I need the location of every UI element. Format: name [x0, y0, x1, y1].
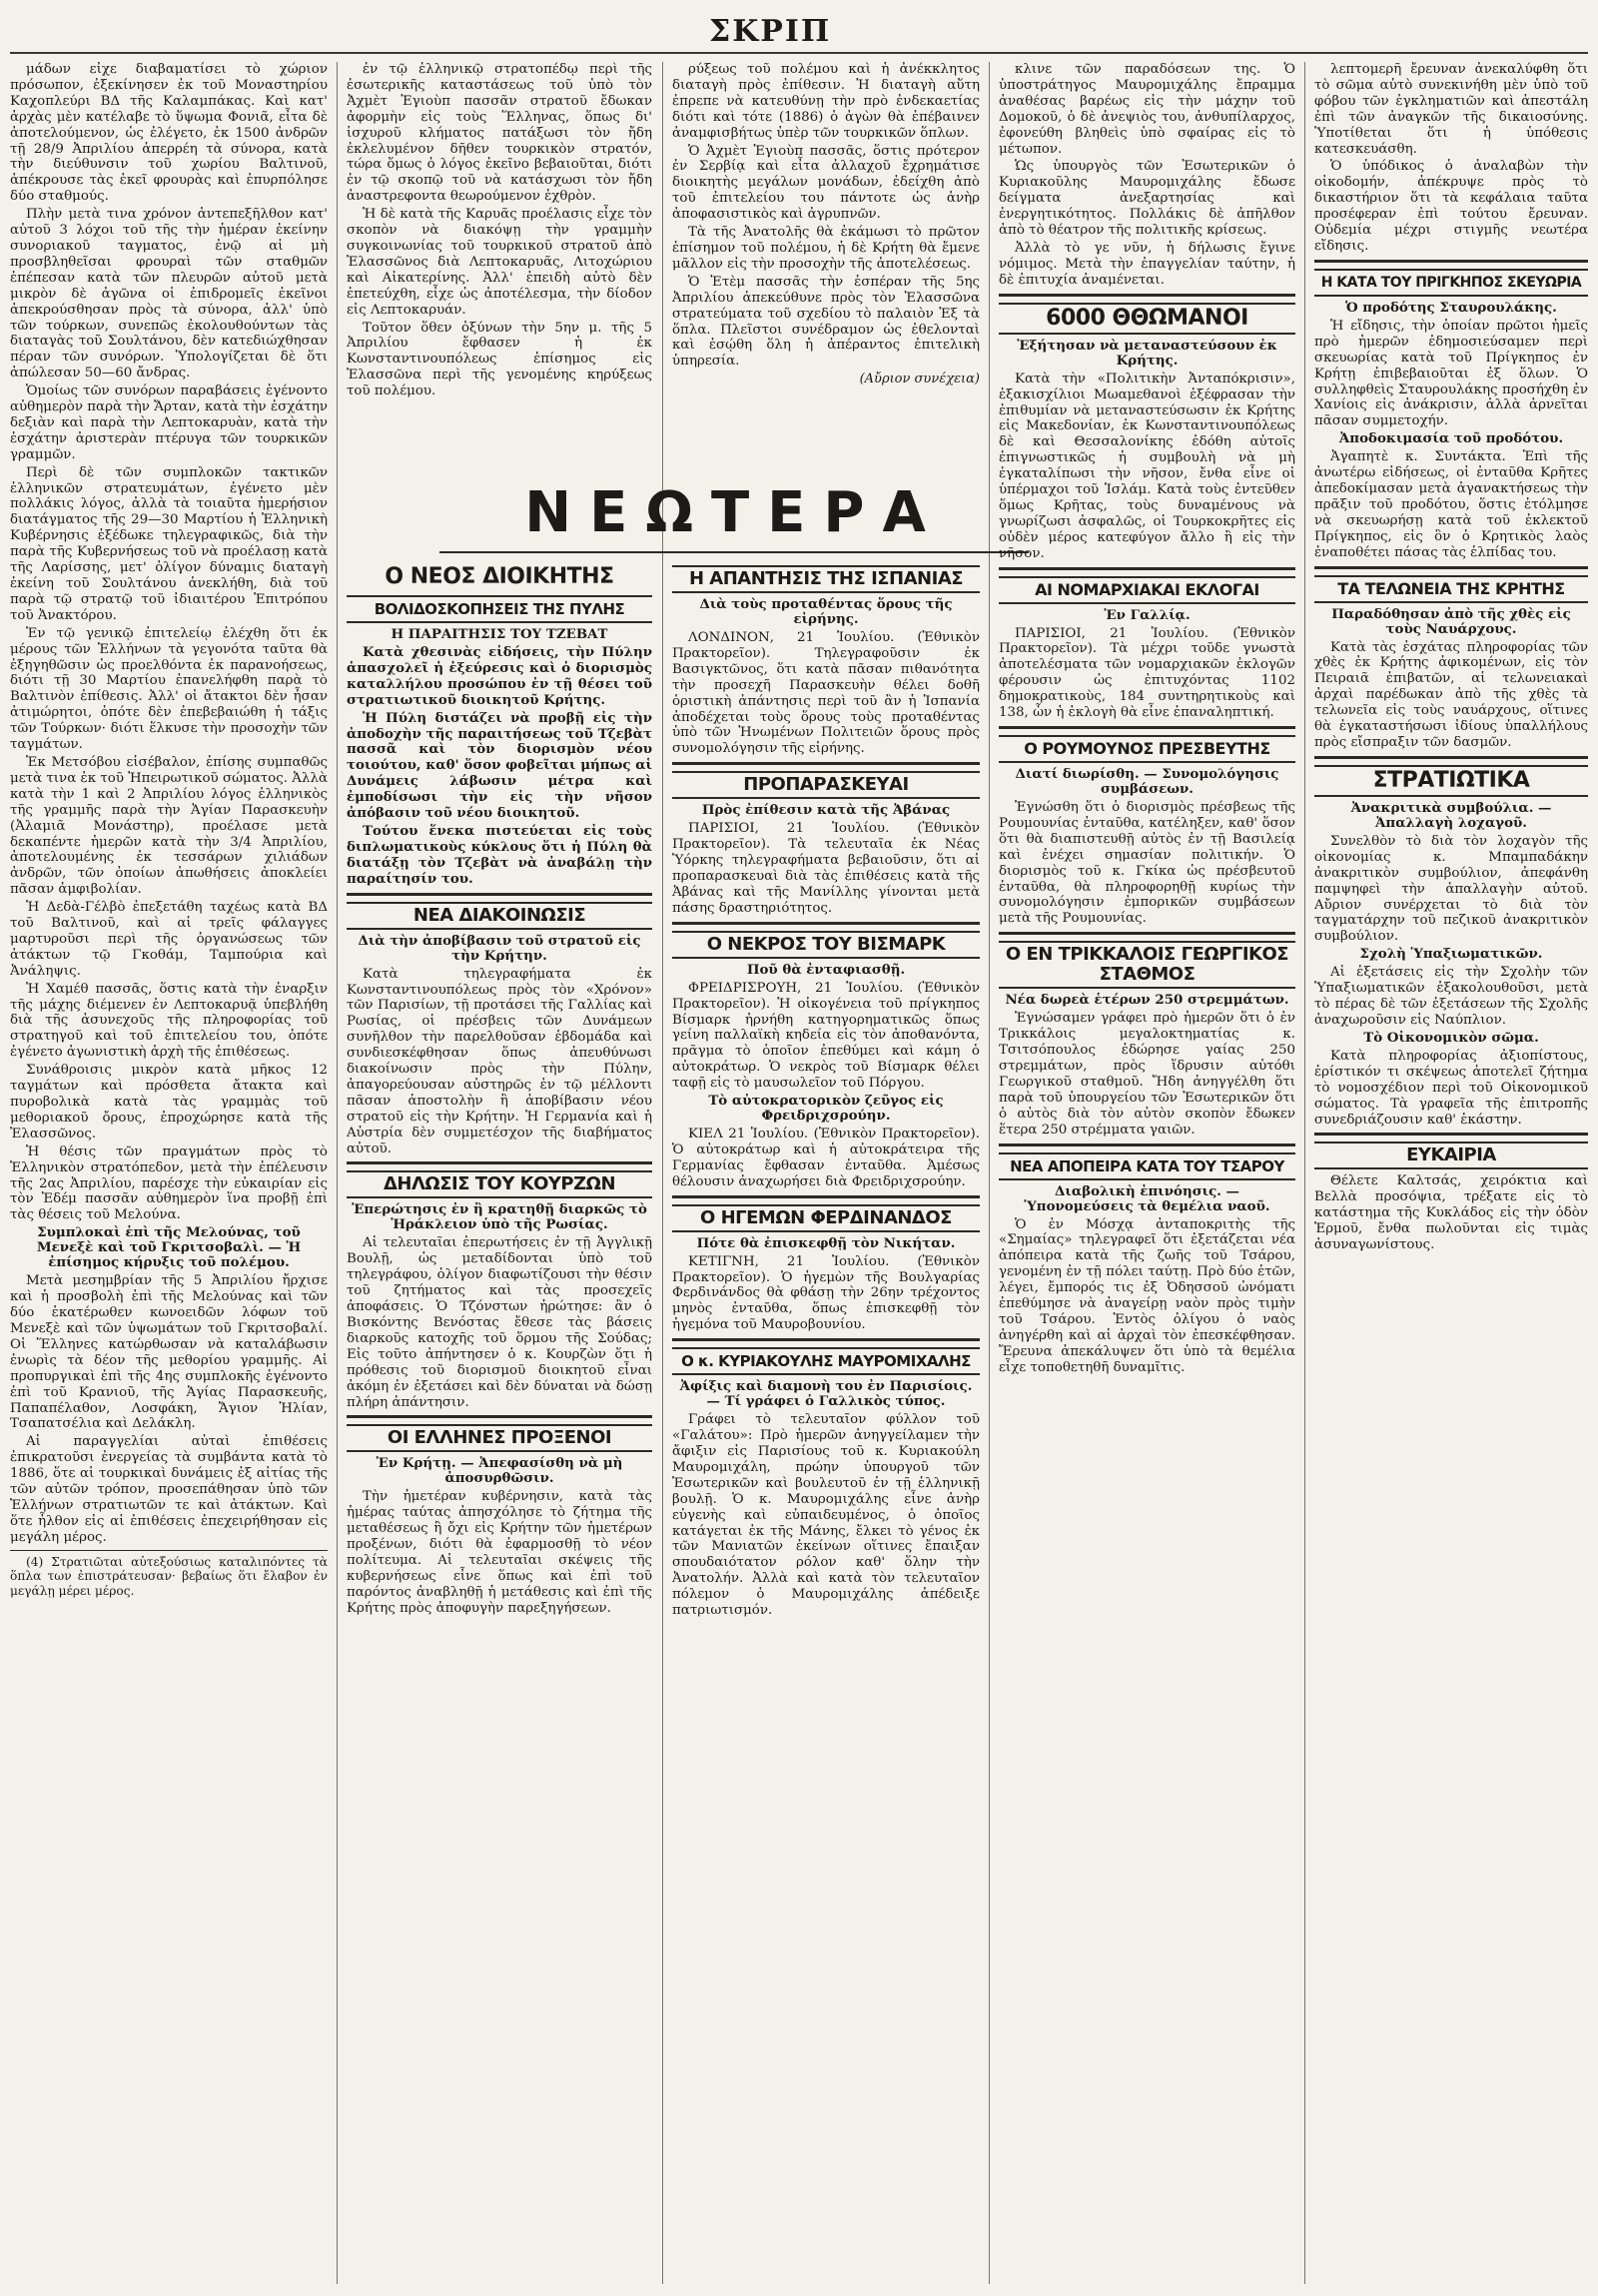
headline: Ο ΝΕΟΣ ΔΙΟΙΚΗΤΗΣ: [385, 564, 614, 589]
continued-note: (Αὔριον συνέχεια): [859, 372, 980, 387]
headline: ΔΗΛΩΣΙΣ ΤΟΥ ΚΟΥΡΖΩΝ: [347, 1170, 652, 1198]
paragraph: Ἐγνώσαμεν γράφει πρὸ ἡμερῶν ὅτι ὁ ἐν Τρικκάλοις μεγαλοκτηματίας κ. Τσιτσόπουλος ἐδώρησε γαίας 250 στρεμμάτων, πρὸς ἵδρυσιν αὐτόθι Γεωργικοῦ σταθμοῦ. Ἤδη ἀνηγγέλθη ὅτι παρὰ τοῦ ὑπουργείου τῶν Ἐσωτερικῶν ὅτι ὁ αὐτὸς διὰ τὸν αὐτὸν σκοπὸν ἔδωκεν ἕτερα 250 στρέμματα γαιῶν.: [999, 1011, 1295, 1138]
paragraph: Τοῦτον ὅθεν ὀξύνων τὴν 5ην μ. τῆς 5 Ἀπριλίου ἔφθασεν ἡ ἐκ Κωνσταντινουπόλεως ἐπίσημος εἰς Ἐλασσῶνα περὶ τῆς γενομένης κηρύξεως τοῦ πολέμου.: [347, 320, 652, 399]
headline: Ο ΗΓΕΜΩΝ ΦΕΡΔΙΝΑΝΔΟΣ: [672, 1204, 980, 1232]
paragraph: μάδων εἶχε διαβαματίσει τὸ χώριον πρόσωπον, ἐξεκίνησεν ἐκ τοῦ Μοναστηρίου Καχοπλεύρι ΒΔ τῆς Καλαμπάκας. Καὶ κατ' ἀρχὰς μὲν κατέλαβε τὸ ὕψωμα Φονιᾶ, εἶτα δὲ ἀποτελούμενον, ὡς ἐλέγετο, ἐκ 1500 ἀνδρῶν τῇ 28/9 Ἀπριλίου ἀπερρέη τὰ σύνορα, κατὰ τὴν διεύθυνσιν τοῦ χωρίου Βαλτινοῦ, ἀπέκρουσε τὰς ἐκεῖ φρουρὰς καὶ ἐπυρπόλησε δύο σταθμούς.: [10, 62, 328, 205]
column-3-top: [672, 62, 980, 471]
column-separator: [662, 62, 663, 2284]
headline: Ο ΡΟΥΜΟΥΝΟΣ ΠΡΕΣΒΕΥΤΗΣ: [999, 735, 1295, 763]
paragraph: Ἡ Χαμέθ πασσᾶς, ὅστις κατὰ τὴν ἐναρξιν τῆς μάχης διέμενεν ἐν Λεπτοκαρυᾷ ὑπεβλήθη διὰ τῆς ἀσυνεχοῦς τῆς πληροφορίας τοῦ στρατηγοῦ καὶ τοῦ ἐπιτελείου του, ὁπότε ἐγένετο ἀγωνιστικὴ ἀρχὴ τῆς ἐπιθέσεως.: [10, 981, 328, 1061]
headline-sub: Ἐν Κρήτῃ. — Ἀπεφασίσθη νὰ μὴ ἀποσυρθῶσιν.: [376, 1455, 623, 1487]
headline-sub: Η ΠΑΡΑΙΤΗΣΙΣ ΤΟΥ ΤΖΕΒΑΤ: [391, 626, 608, 642]
divider: [347, 1415, 652, 1418]
paragraph: ΚΕΤΙΓΝΗ, 21 Ἰουλίου. (Ἐθνικὸν Πρακτορεῖον). Ὁ ἡγεμὼν τῆς Βουλγαρίας Φερδινάνδος θὰ φθάσῃ τὴν 26ην τρέχοντος μηνὸς ἐνταῦθα, ὅπως ἐπισκεφθῇ τὸν ἡγεμόνα τοῦ Μαυροβουνίου.: [672, 1253, 980, 1333]
headline-sub: Ἐξήτησαν νὰ μεταναστεύσουν ἐκ Κρήτης.: [1017, 337, 1277, 369]
divider: [10, 1550, 328, 1551]
paragraph: Κατὰ τὴν «Πολιτικὴν Ἀνταπόκρισιν», ἐξακισχίλιοι Μωαμεθανοὶ ἐξέφρασαν τὴν ἐπιθυμίαν νὰ μεταναστεύσωσιν ἐκ Κρήτης εἰς Μακεδονίαν, ἐκ Κωνσταντινουπόλεως δὲ καὶ Θεσσαλονίκης ἐδόθη αὐτοῖς ἐπιγνωστικῶς ἡ συμβουλὴ νὰ μὴ ἐγκαταλίπωσι τὴν νῆσον, ἔνθα εἶνε οἱ ὑπέρμαχοι τοῦ Ἰσλάμ. Κατὰ τοὺς ἐντεῦθεν ὅμως Κρῆτας, τοὺς δυναμένους νὰ γνωρίζωσι ἀσφαλῶς, οἱ Τουρκοκρῆτες εἰς οὐδὲν μέρος κατεφύγον ἄλλο ἢ εἰς τὴν νῆσον.: [999, 371, 1295, 561]
headline: ΣΤΡΑΤΙΩΤΙΚΑ: [1314, 765, 1588, 797]
headline: ΑΙ ΝΟΜΑΡΧΙΑΚΑΙ ΕΚΛΟΓΑΙ: [999, 576, 1295, 604]
masthead: [10, 8, 1588, 48]
paragraph: Ὁμοίως τῶν συνόρων παραβάσεις ἐγένοντο αὐθημερὸν παρὰ τὴν Ἄρταν, κατὰ τὴν ἐσχάτην δεξιὰν καὶ παρὰ τὴν Λεπτοκαρυὰν, κατὰ τὴν ἐσχάτην ἀριστερὰν πτέρυγα τῶν τουρκικῶν γραμμῶν.: [10, 383, 328, 462]
divider: [999, 294, 1295, 297]
divider: [999, 567, 1295, 570]
headline: ΤΑ ΤΕΛΩΝΕΙΑ ΤΗΣ ΚΡΗΤΗΣ: [1314, 575, 1588, 603]
divider: [1314, 1133, 1588, 1136]
paragraph: Θέλετε Καλτσάς, χειρόκτια καὶ Βελλὰ προσόψια, τρέξατε εἰς τὸ κατάστημα τῆς Κυκλάδος εἰς τὴν ὁδὸν Ἑρμοῦ, ἔνθα πωλοῦνται εἰς τιμὰς ἀσυναγωνίστους.: [1314, 1173, 1588, 1253]
paragraph: Ἡ δὲ κατὰ τῆς Καρυᾶς προέλασις εἶχε τὸν σκοπὸν νὰ διακόψῃ τὴν γραμμὴν συγκοινωνίας τοῦ τουρκικοῦ στρατοῦ ἀπὸ Ἐλασσῶνος διὰ Λεπτοκαρυᾶς, Λιτοχώριου καὶ Αἰκατερίνης. Ἀλλ' ἐπειδὴ αὐτὸ δὲν ἐπετεύχθη, εἶχε ὡς ἀποτέλεσμα, τὴν δίοδον εἰς Λεπτοκαρυάν.: [347, 207, 652, 318]
paragraph: ΠΑΡΙΣΙΟΙ, 21 Ἰουλίου. (Ἐθνικὸν Πρακτορεῖον). Τὰ τελευταῖα ἐκ Νέας Ὑόρκης τηλεγραφήματα βεβαιοῦσιν, ὅτι αἱ προπαρασκευαὶ διὰ τὰς ἐπιθέσεις κατὰ τῆς Ἀβάνας καὶ τῆς Μανίλλης γίνονται μετὰ πάσης δραστηριότητος.: [672, 821, 980, 916]
paragraph: κλινε τῶν παραδόσεων της. Ὁ ὑποστράτηγος Μαυρομιχάλης ἔπραμμα ἀναθέσας βαρέως εἰς τὴν μάχην τοῦ Δομοκοῦ, ὁ δὲ ἀνεψιὸς του, ἀνθυπίλαρχος, ἐφονεύθη βληθεὶς ὑπὸ σφαίρας εἰς τὸ μέτωπον.: [999, 62, 1295, 157]
paragraph: Κατὰ τηλεγραφήματα ἐκ Κωνσταντινουπόλεως πρὸς τὸν «Χρόνον» τῶν Παρισίων, τῇ προτάσει τῆς Γαλλίας καὶ Ρωσίας, οἱ πρέσβεις τῶν Δυνάμεων συνῆλθον τὴν παρελθοῦσαν ἑβδομάδα καὶ συνδιεσκέφθησαν ὅπως ἀπευθύνωσι διακοίνωσιν πρὸς τὴν Πύλην, ἀπαγορεύουσαν αὐστηρῶς ἐν τῷ μέλλοντι πᾶσαν ἀποστολὴν ἢ ἀποβίβασιν νέου στρατοῦ εἰς τὴν Κρήτην. Ἡ Γερμανία καὶ ἡ Αὐστρία δὲν συμμετέσχον τῆς διαβήματος αὐτοῦ.: [347, 966, 652, 1156]
headline-sub: Ὁ προδότης Σταυρουλάκης.: [1345, 299, 1557, 316]
footnote: (4) Στρατιῶται αὐτεξούσιως καταλιπόντες τὰ ὅπλα των ἐπιστράτευσαν· βεβαίως ὅτι ἔλαβον ἐν μεγάλῃ μέρει μέρος.: [10, 1554, 328, 1598]
paragraph: ΚΙΕΛ 21 Ἰουλίου. (Ἐθνικὸν Πρακτορεῖον). Ὁ αὐτοκράτωρ καὶ ἡ αὐτοκράτειρα τῆς Γερμανίας ἔφθασαν ἐνταῦθα. Ἀμέσως θέλουσιν ἀναχωρήσει διὰ Φρειδριχσρούην.: [672, 1127, 980, 1189]
paragraph: Συνάθροισις μικρὸν κατὰ μῆκος 12 ταγμάτων καὶ πρόσθετα ἄτακτα καὶ πυροβολικὰ κατὰ τὰς γραμμὰς τοῦ μεθοριακοῦ ὄρους, ἐπροχώρησε κατὰ τῆς Ἐλασσῶνος.: [10, 1063, 328, 1142]
column-1: [10, 62, 328, 2284]
paragraph: Περὶ δὲ τῶν συμπλοκῶν τακτικῶν ἑλληνικῶν στρατευμάτων, ἐγένετο μὲν πολλάκις λόγος, ἀλλὰ τὰ τοιαῦτα ἡμερήσιον διατάγματος τῆς 29—30 Μαρτίου ἡ Ἑλληνικὴ Κυβέρνησις ἐξέδωκε τηλεγραφικῶς, διὰ τὴν παρὰ τῆς Κυβερνήσεως τοῦ νὰ προέλασῃ κατὰ τῆς Λαρίσσης, μετ' ὀλίγον δύναμις διαταγὴ ἐκείνη τοῦ Σουλτάνου ἀνεκλήθη, διὰ τοῦ παρὰ τῷ στρατῷ τοῦ ἰδιαιτέρου Ἐπιτρόπου τοῦ Ἀνακτόρου.: [10, 464, 328, 623]
paragraph: Ἡ εἴδησις, τὴν ὁποίαν πρῶτοι ἡμεῖς πρὸ ἡμερῶν ἐδημοσιεύσαμεν περὶ σκευωρίας κατὰ τοῦ Πρίγκηπος ἐν Κρήτῃ ἐπιβεβαιοῦται ἐξ ὅλων. Ὁ συλληφθεὶς Σταυρουλάκης προσήχθη ἐν Χανίοις εἰς ἀνάκρισιν, ἀλλὰ ἀρνεῖται πᾶσαν συμμετοχήν.: [1314, 318, 1588, 429]
paragraph: Ἡ Πύλη διστάζει νὰ προβῇ εἰς τὴν ἀποδοχὴν τῆς παραιτήσεως τοῦ Τζεβὰτ πασσᾶ καὶ τὸν διορισμὸν νέου τοιούτου, καθ' ὅσον φοβεῖται μήπως αἱ Δυνάμεις λάβωσιν μέτρα καὶ ἐμποδίσωσι τὴν εἰς τὴν νῆσον ἀπόβασιν τοῦ νέου διοικητοῦ.: [347, 709, 652, 822]
headline: ΠΡΟΠΑΡΑΣΚΕΥΑΙ: [672, 771, 980, 799]
headline: Ο ΝΕΚΡΟΣ ΤΟΥ ΒΙΣΜΑΡΚ: [672, 931, 980, 959]
divider: [672, 1338, 980, 1341]
paragraph: Κατὰ πληροφορίας ἀξιοπίστους, ἐρίστικόν τι σκέψεως ἀποτελεῖ ζήτημα τὸ νομοσχέδιον περὶ τοῦ Οἰκονομικοῦ σώματος. Τὰ γραφεῖα τῆς ἐπιτροπῆς συνεδριάζουσιν καθ' ἑκάστην.: [1314, 1048, 1588, 1128]
column-3-bottom: [672, 559, 980, 2284]
headline: Η ΚΑΤΑ ΤΟΥ ΠΡΙΓΚΗΠΟΣ ΣΚΕΥΩΡΙΑ: [1314, 269, 1588, 297]
paragraph: Αἱ ἐξετάσεις εἰς τὴν Σχολὴν τῶν Ὑπαξιωματικῶν ἐξακολουθοῦσι, μετὰ τὸ πέρας δὲ τῶν ἐξετάσεων τῆς Σχολῆς ἀναχωροῦσιν εἰς Ναύπλιον.: [1314, 965, 1588, 1028]
headline-sub: Ποῦ θὰ ἐνταφιασθῇ.: [746, 961, 906, 978]
divider: [1314, 260, 1588, 263]
divider: [672, 922, 980, 925]
column-5: [1314, 62, 1588, 2284]
headline-sub: Διὰ τοὺς προταθέντας ὅρους τῆς εἰρήνης.: [699, 596, 953, 627]
paragraph: ΦΡΕΙΔΡΙΣΡΟΥΗ, 21 Ἰουλίου. (Ἐθνικὸν Πρακτορεῖον). Ἡ οἰκογένεια τοῦ πρίγκηπος Βίσμαρκ ἠρνήθη κατηγορηματικῶς ὅπως γείνη παλλαϊκὴ κηδεία εἰς τὸν ἀποθανόντα, πρᾶγμα τὸ ὁποῖον ἐπεθύμει καὶ κάμη ὁ αὐτοκράτωρ. Ὁ νεκρὸς τοῦ Βίσμαρκ θέλει ταφῇ εἰς τὸ μαυσωλεῖον τοῦ Πόργου.: [672, 980, 980, 1092]
paragraph: Πλὴν μετὰ τινα χρόνον ἀντεπεξῆλθον κατ' αὐτοῦ 3 λόχοι τοῦ τῆς τὴν ἡμέραν ἐκείνην συνοριακοῦ ταγματος, ἐνῷ αἱ μὴ προσβληθεῖσαι φρουραὶ τῶν σταθμῶν ἐπέπεσαν κατὰ τῶν πλευρῶν αὐτοῦ μετὰ μικρὸν δὲ ἀγῶνα οἱ ἐπιδρομεῖς ἐκεῖνοι ἀπεκρούσθησαν πρὸς τὰ σύνορα, ἀλλ' ὑπὸ τῶν τούρκων, συνεπῶς ἐκολουθούντων τὰς διαταγὰς τοῦ Σουλτάνου, δὲν κατεδιώχθησαν πέραν τῶν συνόρων. Ὑπολογίζεται δὲ ὅτι ἀπώλεσαν 50—60 ἄνδρας.: [10, 207, 328, 382]
divider: [999, 932, 1295, 935]
paragraph: λεπτομερῆ ἔρευναν ἀνεκαλύφθη ὅτι τὸ σῶμα αὐτὸ συνεκινήθη μὲν ὑπὸ τοῦ φόβου τῶν ἐγκληματιῶν καὶ ἀπεστάλη ἐπὶ τῶν ἀναγκῶν τῆς δικαιοσύνης. Ὑποτίθεται ὅτι ἡ ὑπόθεσις κατεσκευάσθη.: [1314, 62, 1588, 157]
headline-sub: Ἀνακριτικὰ συμβούλια. — Ἀπαλλαγὴ λοχαγοῦ.: [1350, 799, 1552, 831]
headline-sub: Τὸ Οἰκονομικὸν σῶμα.: [1363, 1029, 1539, 1046]
paragraph: ΛΟΝΔΙΝΟΝ, 21 Ἰουλίου. (Ἐθνικὸν Πρακτορεῖον). Τηλεγραφοῦσιν ἐκ Βασιγκτῶνος, ὅτι κατὰ πᾶσαν πιθανότητα τὴν προσεχῆ Παρασκευὴν θέλει δοθῆ ὁριστικὴ ἀπάντησις περὶ τοῦ ἂν ἡ Ἰσπανία ἀποδέχεται τοὺς ὅρους τοὺς προταθέντας ὑπὸ τῶν Ἡνωμένων Πολιτειῶν ὅρους πρὸς συνομολόγησιν τῆς εἰρήνης.: [672, 630, 980, 757]
divider: [999, 1144, 1295, 1147]
paragraph: Ὁ Ἐτὲμ πασσᾶς τὴν ἑσπέραν τῆς 5ης Ἀπριλίου ἀπεκεύθυνε πρὸς τὸν Ἐλασσῶνα στρατεύματα τοῦ σχεδίου τὸ παλαιὸν Ἐξ τὰ ὅπλα. Πλεῖστοι συνέδραμον ὡς ἐθελονταὶ καὶ ἐσῴθη ὅλη ἡ ἀπέραντος ἐπιτελικὴ ὑπηρεσία.: [672, 274, 980, 370]
paragraph: Ἡ Δεδὰ-Γέλβὸ ἐπεξετάθη ταχέως κατὰ ΒΔ τοῦ Βαλτινοῦ, καὶ αἱ τρεῖς φάλαγγες μαρτυροῦσι περὶ τῆς ὀργανώσεως τῶν ἀτάκτων τῷ Γκοθάμ, Ταμπούρια καὶ Ἀνάληψις.: [10, 900, 328, 979]
masthead-title: ΣΚΡΙΠ: [709, 14, 832, 49]
lead-paragraph: Κατὰ χθεσινὰς εἰδήσεις, τὴν Πύλην ἀπασχολεῖ ἡ ἐξεύρεσις καὶ ὁ διορισμὸς καταλλήλου προσώπου ἐν τῇ θέσει τοῦ στρατιωτικοῦ διοικητοῦ Κρήτης.: [347, 644, 652, 708]
headline-sub: Πότε θὰ ἐπισκεφθῇ τὸν Νικήταν.: [696, 1234, 956, 1251]
paragraph: Ἀλλὰ τὸ γε νῦν, ἡ δήλωσις ἔγινε νόμιμος. Μετὰ τὴν ἐπαγγελίαν ταύτην, ἡ δὲ ἐπιτυχία ἀναμένεται.: [999, 240, 1295, 288]
paragraph: Ὡς ὑπουργὸς τῶν Ἐσωτερικῶν ὁ Κυριακοῦλης Μαυρομιχάλης ἔδωσε δείγματα ἀνεξαρτησίας καὶ ἐνεργητικότητος. Πολλάκις δὲ ἀπῆλθον ἀπὸ τὸ θέατρον τῆς πολιτικῆς κρίσεως.: [999, 159, 1295, 239]
headline: ΟΙ ΕΛΛΗΝΕΣ ΠΡΟΞΕΝΟΙ: [347, 1424, 652, 1452]
paragraph: ρύξεως τοῦ πολέμου καὶ ἡ ἀνέκκλητος διαταγὴ πρὸς ἐπίθεσιν. Ἡ διαταγὴ αὕτη ἐπρεπε νὰ κατευθύνῃ τὴν πρὸ ἐνδεκαετίας διότι καὶ τότε (1886) ὁ ἀγὼν θὰ ἐπέβαινεν ἀναμφισβήτως ὑπὲρ τῶν τουρκικῶν ὅπλων.: [672, 62, 980, 141]
paragraph: Αἱ τελευταῖαι ἐπερωτήσεις ἐν τῇ Ἀγγλικῇ Βουλῇ, ὡς μεταδίδονται ὑπὸ τοῦ τηλεγράφου, ὀλίγον διαφωτίζουσι τὴν θέσιν τοῦ ζητήματος καὶ τὰς προσεχεῖς ἀποφάσεις. Ὁ Τζόνστων ἠρώτησε: ἂν ὁ Βισκόντης Βενόστας ἔθεσε τὰς βάσεις διαρκοῦς κατοχῆς τοῦ ὅρμου τῆς Σούδας; Εἰς τοῦτο ἀπήντησεν ὁ κ. Κουρζὼν ὅτι ἡ πρόθεσις τοῦ διορισμοῦ διοικητοῦ εἶναι ἀκόμη ἐν ἐξετάσει καὶ δὲν δύναται νὰ δώσῃ πλήρη ἀπάντησιν.: [347, 1235, 652, 1410]
paragraph: Ἐκ Μετσόβου εἰσέβαλον, ἐπίσης συμπαθῶς μετὰ τινα ἐκ τοῦ Ἠπειρωτικοῦ σώματος. Ἀλλὰ κατὰ τὴν 1 καὶ 2 Ἀπριλίου λόγος ἑλληνικὸς τῆς γραμμῆς παρὰ τὴν Ἁγίαν Παρασκευὴν (Ἀλαμιᾶ Μονάστηρ), προέλασε μετὰ δεκαπέντε ἡμερῶν κατὰ τὴν 3/4 Ἀπριλίου, ἀποτελουμένης ἐκ τεσσάρων χιλιάδων ἀνδρῶν, τῶν ὁποίων ἀπωθήσεις ἀποκλείει πᾶσαν ἀμφιβολίαν.: [10, 754, 328, 898]
headline-sub: Διατί διωρίσθη. — Συνομολόγησις συμβάσεων.: [1015, 766, 1279, 797]
newspaper-page: [10, 0, 1588, 2296]
paragraph: ΠΑΡΙΣΙΟΙ, 21 Ἰουλίου. (Ἐθνικὸν Πρακτορεῖον). Τὰ μέχρι τοῦδε γνωστὰ ἀποτελέσματα τῶν νομαρχιακῶν ἐκλογῶν φέρουσιν ὡς ἐπιτυχόντας 1102 δημοκρατικοὺς, 184 συντηρητικοὺς καὶ 138, ὧν ἡ ἐκλογὴ θὰ εἶνε ἐπαναληπτική.: [999, 625, 1295, 721]
paragraph: Ὁ Ἀχμὲτ Ἐγιοὺπ πασσᾶς, ὅστις πρότερον ἐν Σερβίᾳ καὶ εἶτα ἀλλαχοῦ ἔχρημάτισε διοικητὴς μεγάλων μονάδων, ἐδείχθη ἀπὸ τοῦ ἐπιτελείου του πάντοτε ὡς ἀνὴρ ἀποφασιστικὸς καὶ ἀγρυπνῶν.: [672, 143, 980, 223]
paragraph: Ὁ ὑπόδικος ὁ ἀναλαβὼν τὴν οἰκοδομήν, ἀπέκρυψε πρὸς τὸ δικαστήριον ὅτι τὰ κεφάλαια ταῦτα προσέφεραν ἐπὶ τούτου ἔρευναν. Οὐδεμία μέχρι στιγμῆς νεωτέρα εἴδησις.: [1314, 159, 1588, 254]
headline-sub: Διαβολικὴ ἐπινόησις. — Ὑπονομεύσεις τὰ θεμέλια ναοῦ.: [1024, 1182, 1270, 1214]
headline-sub: Νέα δωρεὰ ἑτέρων 250 στρεμμάτων.: [1005, 992, 1289, 1009]
paragraph: Τὰ τῆς Ἀνατολῆς θὰ ἐκάμωσι τὸ πρῶτον ἐπίσημον τοῦ πολέμου, ἡ δὲ Κρήτη θὰ ἔμενε μᾶλλον εἰς τὴν προσοχὴν τῆς ἀποτελέσεως.: [672, 225, 980, 272]
divider: [347, 893, 652, 896]
headline-sub: ΒΟΛΙΔΟΣΚΟΠΗΣΕΙΣ ΤΗΣ ΠΥΛΗΣ: [347, 595, 652, 623]
headline: ΝΕΑ ΔΙΑΚΟΙΝΩΣΙΣ: [347, 902, 652, 930]
headline-sub: Παραδόθησαν ἀπὸ τῆς χθὲς εἰς τοὺς Ναυάρχους.: [1331, 605, 1571, 637]
paragraph: Ἐγνώσθη ὅτι ὁ διορισμὸς πρέσβεως τῆς Ρουμουνίας ἐνταῦθα, κατέληξεν, καθ' ὅσον ὅτι θὰ διαπιστευθῇ αὐτὸς ἐν τῇ Βασιλείᾳ καὶ ἐνέχει σημασίαν πολιτικήν. Ὁ διορισμὸς τοῦ κ. Γκίκα ὡς πρέσβευτοῦ ἐνταῦθα, θὰ πληροφορηθῇ κυρίως τὴν συνομολόγησιν ἐμπορικῶν συμβάσεων μετὰ τῆς Ρουμουνίας.: [999, 800, 1295, 927]
divider: [672, 762, 980, 765]
divider: [672, 1195, 980, 1198]
section-subheading: Συμπλοκαὶ ἐπὶ τῆς Μελούνας, τοῦ Μενεξὲ καὶ τοῦ Γκριτσοβαλὶ. — Ἡ ἐπίσημος κήρυξις τοῦ πολέμου.: [36, 1224, 302, 1271]
divider: [1314, 566, 1588, 569]
paragraph: Ἡ θέσις τῶν πραγμάτων πρὸς τὸ Ἑλληνικὸν στρατόπεδον, μετὰ τὴν ἐπέλευσιν τῆς 2ας Ἀπριλίου, παρέσχε τὴν εὐκαιρίαν εἰς τὸν Ἐδέμ πασσᾶν αὐθημερὸν ἵνα προβῇ ἐπὶ τὰς θέσεις τοῦ Μελούνα.: [10, 1144, 328, 1223]
paragraph: ἐν τῷ ἑλληνικῷ στρατοπέδῳ περὶ τῆς ἐσωτερικῆς καταστάσεως τοῦ ὑπὸ τὸν Ἀχμὲτ Ἐγιοὺπ πασσᾶν στρατοῦ ἔδωκαν ἀφορμὴν εἰς τοὺς Ἕλληνας, ὅπως δι' ἰσχυροῦ κλήματος πατάξωσι τὸν ἤδη ἐκλελυμένον δῆθεν τουρκικὸν στρατόν, τώρα ὅμως ὁ λόγος ἐκεῖνο βεβαιοῦται, διότι ἐν τῷ σκοπῷ τοῦ νὰ κατάσχωσι τὸν ἤδη ἀναστρεφοντα θεωρούμενον ἐχθρὸν.: [347, 62, 652, 205]
paragraph: Συνελθὸν τὸ διὰ τὸν λοχαγὸν τῆς οἰκονομίας κ. Μπαμπαδάκην ἀνακριτικὸν συμβούλιον, ἀπεφάνθη παμψηφεὶ τὴν ἀπαλλαγὴν αὐτοῦ. Αὔριον συνέρχεται τὸ διὰ τὸν ταγματάρχην τοῦ πεζικοῦ ἀνακριτικὸν συμβούλιον.: [1314, 833, 1588, 945]
divider: [999, 726, 1295, 729]
paragraph: Ἀγαπητὲ κ. Συντάκτα. Ἐπὶ τῆς ἀνωτέρω εἰδήσεως, οἱ ἐνταῦθα Κρῆτες ἀπεδοκίμασαν μετὰ ἀγανακτήσεως τὴν πρᾶξιν τοῦ προδότου, ὅστις ἐτόλμησε νὰ σκευωρήσῃ κατὰ τοῦ ἐκλεκτοῦ Πρίγκηπος, εἰς ὃν ὁ Κρητικὸς λαὸς ἐναποθέτει πάσας τὰς ἐλπίδας του.: [1314, 449, 1588, 560]
column-separator: [337, 62, 338, 2284]
paragraph: Ὁ ἐν Μόσχᾳ ἀνταποκριτὴς τῆς «Σημαίας» τηλεγραφεῖ ὅτι ἐξετάζεται νέα ἀπόπειρα κατὰ τῆς ζωῆς τοῦ Τσάρου, γενομένη ἐν τῇ πόλει ταύτῃ. Πρὸ δύο ἐτῶν, λέγει, ἔμπορός τις ἐξ Ὀδησσοῦ ὠνόματι ἐπεθύμησε νὰ ἀναγείρῃ ναὸν πρὸς τιμὴν τοῦ Τσάρου. Ἐντὸς ὀλίγου ὁ ναὸς ἀνηγέρθη καὶ αἱ ἀρχαὶ τὸν ἐπεσκέφθησαν. Ἔρευνα ἀπεκάλυψεν ὅτι ὑπὸ τὰ θεμέλια εἶχε τοποθετηθῆ δυναμῖτις.: [999, 1216, 1295, 1375]
paragraph: Αἱ παραγγελίαι αὐταὶ ἐπιθέσεις ἐπικρατοῦσι ἐνεργείας τὰ συμβάντα κατὰ τὸ 1886, ὅτε αἱ τουρκικαὶ δυνάμεις ἐξ αἰτίας τῆς τῶν αὐτῶν τρόπον, προσεπάθησαν ὑπὸ τῶν Ἑλλήνων στρατιωτῶν τε καὶ ἀτάκτων. Καὶ ὅτε ἦλθον εἰς αἱ ἐπιθέσεις ἐπεχειρήθησαν εἰς μεγάλη μέρος.: [10, 1434, 328, 1545]
headline: Ο κ. ΚΥΡΙΑΚΟΥΛΗΣ ΜΑΥΡΟΜΙΧΑΛΗΣ: [672, 1347, 980, 1375]
paragraph: Τὴν ἡμετέραν κυβέρνησιν, κατὰ τὰς ἡμέρας ταύτας ἀπησχόλησε τὸ ζήτημα τῆς μεταθέσεως ἢ ὄχι εἰς Κρήτην τῶν ἡμετέρων προξένων, διότι θὰ ἐφαρμοσθῇ τὸ νέον πολίτευμα. Αἱ τελευταῖαι σκέψεις τῆς κυβερνήσεως εἶνε ὅπως καὶ ἐπὶ τοῦ παρόντος ἀναβληθῇ ἡ μετάθεσις καὶ ἐπὶ τῆς Κρήτης πρὸς ἀποφυγὴν παρεξηγήσεων.: [347, 1489, 652, 1616]
headline: 6000 ΘΘΩΜΑΝΟΙ: [999, 303, 1295, 335]
headline: Ο ΕΝ ΤΡΙΚΚΑΛΟΙΣ ΓΕΩΡΓΙΚΟΣ ΣΤΑΘΜΟΣ: [999, 941, 1295, 989]
column-2-top: [347, 62, 652, 471]
banner-rule: [439, 551, 1029, 553]
divider: [1314, 756, 1588, 759]
paragraph: Γράφει τὸ τελευταῖον φύλλον τοῦ «Γαλάτου»: Πρὸ ἡμερῶν ἀνηγγείλαμεν τὴν ἄφιξιν εἰς Παρισίους τοῦ κ. Κυριακούλη Μαυρομιχάλη, πρώην ὑπουργοῦ τῶν Ἐσωτερικῶν καὶ βουλευτοῦ ἐν τῇ ἑλληνικῇ βουλῇ. Ὁ κ. Μαυρομιχάλης εἶνε ἀνὴρ εὐγενὴς καὶ εὐπαιδευμένος, ὁ ὁποῖος κατάγεται ἐκ τῆς Μάνης, ἔλκει τὸ γένος ἐκ τῶν Μανιατῶν ἐκείνων οἵτινες ἔπαιξαν σπουδαιότατον ρόλον καθ' ὅλην τὴν Ἀνατολήν. Ἀλλὰ καὶ κατὰ τὸν τελευταῖον πόλεμον ὁ Μαυρομιχάλης ἀπέδειξε πατριωτισμόν.: [672, 1412, 980, 1619]
paragraph: Τούτου ἕνεκα πιστεύεται εἰς τοὺς διπλωματικοὺς κύκλους ὅτι ἡ Πύλη θὰ διατάξῃ τὸν Τζεβὰτ νὰ ἀναβάλῃ τὴν παραίτησίν του.: [347, 822, 652, 887]
headline-sub: Ἀφίξις καὶ διαμονὴ του ἐν Παρισίοις. — Τί γράφει ὁ Γαλλικὸς τύπος.: [679, 1378, 973, 1410]
paragraph: Ἐν τῷ γενικῷ ἐπιτελείῳ ἐλέχθη ὅτι ἐκ μέρους τῶν Ἑλλήνων τὰ γεγονότα ταῦτα θὰ ἐξηγηθῶσιν ὡς προελθόντα ἐκ παρανοήσεως, διότι τῇ 30 Μαρτίου ἐπανελήφθη παρὰ τὸ Βαλτινὸν ἐπίθεσις. Ἀλλ' οἱ ἄτακτοι δὲν ἦσαν ἀτιμώρητοι, ὁπότε δὲν ἐπεβεβαιώθη ἡ τάξις τῶν Τούρκων· διότι ἕλκυσε τὴν προσοχὴν τῶν ταγμάτων.: [10, 625, 328, 753]
masthead-rule: [10, 52, 1588, 54]
column-2-bottom: [347, 559, 652, 2284]
headline-sub: Πρὸς ἐπίθεσιν κατὰ τῆς Ἀβάνας: [701, 802, 951, 819]
paragraph: Μετὰ μεσημβρίαν τῆς 5 Ἀπριλίου ἤρχισε καὶ ἡ προσβολὴ ἐπὶ τῆς Μελούνας καὶ τῶν δύο ἑκατέρωθεν κωνοειδῶν λόφων τοῦ Μενεξὲ καὶ τῶν ὑψωμάτων τοῦ Γκριτσοβαλί. Οἱ Ἕλληνες κατώρθωσαν νὰ καταλάβωσιν ἐνωρὶς τὰ δέον τῆς μεθορίου γραμμῆς. Αἱ προπυργικαὶ ἐπὶ τῆς 4ης συμπλοκῆς ἐγένοντο ἐπὶ τοῦ Κρανιοῦ, τῆς Ἁγίας Παρασκευῆς, Παπαπέλαθον, Λοσφάκη, Ἄγιον Ἠλίαν, Τσαπατσέλια καὶ Δελάκλη.: [10, 1273, 328, 1432]
headline: Η ΑΠΑΝΤΗΣΙΣ ΤΗΣ ΙΣΠΑΝΙΑΣ: [672, 565, 980, 593]
headline-sub: Ἐν Γαλλίᾳ.: [1104, 606, 1191, 623]
headline-sub: Τὸ αὐτοκρατορικὸν ζεῦγος εἰς Φρειδριχσρούην.: [708, 1093, 944, 1125]
column-separator: [1304, 62, 1305, 2284]
paragraph: Κατὰ τὰς ἐσχάτας πληροφορίας τῶν χθὲς ἐκ Κρήτης ἀφικομένων, εἰς τὸν Πειραιᾶ ἐπιβατῶν, αἱ τελωνειακαὶ ἀρχαὶ παρέδωκαν ἀπὸ τῆς χθὲς τὰ τελωνεῖα εἰς τοὺς ναυάρχους, οἵτινες θὰ ἐγκαταστήσωσι ἰδίους ὑπαλλήλους πρὸς εἴσπραξιν τῶν δασμῶν.: [1314, 639, 1588, 750]
section-banner: ΝΕΩΤΕΡΑ: [524, 480, 944, 545]
headline-sub: Διὰ τὴν ἀποβίβασιν τοῦ στρατοῦ εἰς τὴν Κρήτην.: [358, 932, 641, 964]
column-4: [999, 62, 1295, 2284]
headline: ΕΥΚΑΙΡΙΑ: [1314, 1142, 1588, 1169]
headline: ΝΕΑ ΑΠΟΠΕΙΡΑ ΚΑΤΑ ΤΟΥ ΤΣΑΡΟΥ: [999, 1152, 1295, 1180]
divider: [347, 1161, 652, 1164]
column-separator: [989, 62, 990, 2284]
headline-sub: Ἀποδοκιμασία τοῦ προδότου.: [1338, 430, 1564, 447]
headline-sub: Σχολὴ Ὑπαξιωματικῶν.: [1359, 946, 1543, 963]
headline-sub: Ἐπερώτησις ἐν ἢ κρατηθῇ διαρκῶς τὸ Ἡράκλειον ὑπὸ τῆς Ρωσίας.: [352, 1201, 647, 1233]
